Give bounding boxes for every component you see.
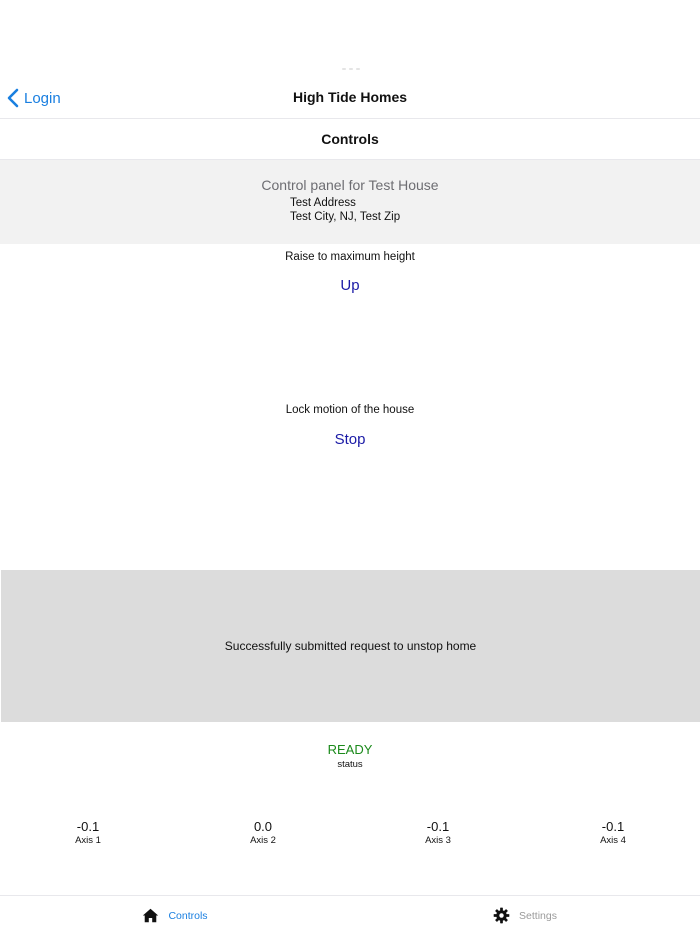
status-label: status (337, 759, 363, 770)
axis-readout-3 (378, 819, 498, 846)
raise-description: Raise to maximum height (285, 251, 415, 263)
house-info-panel (0, 160, 700, 244)
tab-bar (0, 895, 700, 934)
up-button[interactable]: Up (340, 277, 360, 294)
axis-value: -0.1 (426, 819, 450, 834)
lock-description: Lock motion of the house (285, 404, 415, 416)
page-title: High Tide Homes (292, 89, 408, 105)
axis-value: -0.1 (601, 819, 625, 834)
tab-settings-label: Settings (519, 909, 557, 922)
address-line-2: Test City, NJ, Test Zip (290, 211, 401, 223)
house-address (290, 196, 400, 224)
status-value: READY (327, 742, 373, 757)
stop-button[interactable]: Stop (334, 431, 366, 448)
axis-value: 0.0 (253, 819, 273, 834)
tab-controls[interactable] (0, 896, 350, 934)
panel-title: Control panel for Test House (261, 177, 439, 193)
axis-readout-2 (203, 819, 323, 846)
home-icon (142, 907, 159, 924)
tab-controls-label: Controls (168, 909, 208, 922)
status-message: Successfully submitted request to unstop home (1, 570, 700, 722)
navigation-bar (0, 78, 700, 119)
axis-label: Axis 2 (250, 835, 276, 846)
axis-label: Axis 1 (75, 835, 101, 846)
axis-value: -0.1 (76, 819, 100, 834)
address-line-1: Test Address (290, 197, 356, 209)
section-header: Controls (0, 119, 700, 160)
back-button-label: Login (24, 89, 61, 107)
gear-icon (493, 907, 510, 924)
axis-label: Axis 4 (600, 835, 626, 846)
grabber-handle (342, 68, 360, 70)
tab-settings[interactable] (350, 896, 700, 934)
axis-readout-1 (28, 819, 148, 846)
axis-readout-4 (553, 819, 673, 846)
axis-label: Axis 3 (425, 835, 451, 846)
